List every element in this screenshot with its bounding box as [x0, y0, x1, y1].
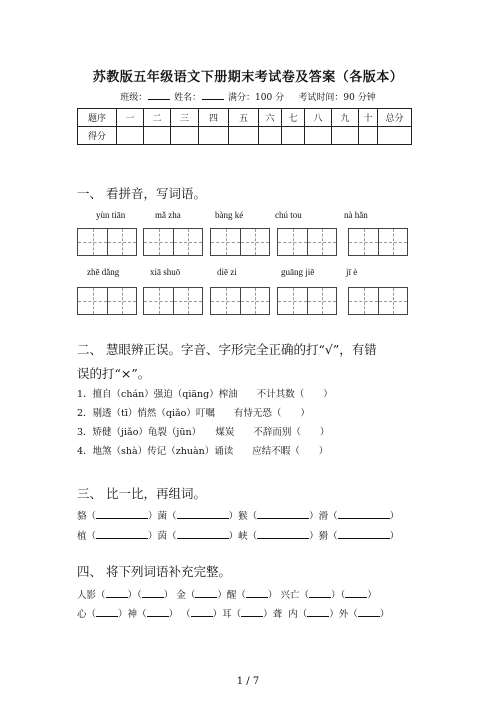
full-score: 满分：100 分 — [228, 93, 285, 103]
pinyin-label: xiā shuō — [150, 267, 181, 277]
score-cell[interactable] — [117, 127, 144, 145]
answer-blank[interactable] — [96, 606, 118, 617]
compare-char: 菌 — [157, 511, 168, 522]
writing-cell[interactable] — [107, 229, 136, 255]
answer-blank[interactable] — [358, 606, 380, 617]
score-cell[interactable] — [332, 127, 359, 145]
pinyin-label: nà hǎn — [344, 210, 368, 220]
score-cell[interactable] — [305, 127, 332, 145]
writing-cell[interactable] — [211, 229, 240, 255]
section2-item: 3．矫健（jiǎo）龟裂（jūn） 煤炭 不辞而别（ ） — [77, 427, 330, 438]
writing-cell[interactable] — [378, 288, 407, 314]
writing-cell[interactable] — [211, 288, 240, 314]
section4-row: 心（ ）神（ ） （ ）耳（ ）聋 内（ ）外（ ） — [77, 606, 389, 620]
writing-grid[interactable] — [348, 228, 408, 256]
compare-char: 貉 — [77, 511, 87, 522]
score-cell[interactable] — [144, 127, 171, 145]
score-cell[interactable] — [378, 127, 412, 145]
writing-grid[interactable] — [143, 228, 203, 256]
answer-blank[interactable] — [307, 606, 329, 617]
section4-heading: 四、 将下列词语补充完整。 — [77, 564, 231, 579]
writing-grid[interactable] — [77, 287, 137, 315]
compare-char: 峡 — [238, 531, 248, 542]
score-header-cell: 八 — [305, 109, 332, 127]
idiom-part: 聋 — [272, 609, 283, 620]
writing-cell[interactable] — [349, 288, 378, 314]
writing-cell[interactable] — [144, 229, 173, 255]
score-row-label: 得分 — [78, 127, 117, 145]
writing-cell[interactable] — [349, 229, 378, 255]
score-header-cell: 三 — [171, 109, 199, 127]
exam-title: 苏教版五年级语文下册期末考试卷及答案（各版本） — [92, 70, 404, 85]
score-table-header-row — [78, 109, 412, 127]
answer-blank[interactable] — [257, 528, 309, 539]
score-table — [77, 108, 412, 145]
section4-row: 人影（ ）（ ） 金（ ）醒（ ） 兴亡（ ）（ ） — [77, 587, 377, 601]
writing-cell[interactable] — [173, 229, 202, 255]
section2-item: 2．剔透（tī）悄然（qiǎo）叮嘱 有恃无恐（ ） — [77, 408, 310, 419]
answer-blank[interactable] — [195, 587, 217, 598]
answer-blank[interactable] — [191, 606, 213, 617]
writing-cell[interactable] — [278, 229, 307, 255]
score-header-cell: 一 — [117, 109, 144, 127]
pinyin-label: guāng jiē — [281, 267, 315, 277]
answer-blank[interactable] — [257, 508, 309, 519]
idiom-part: 心 — [77, 609, 87, 620]
score-header-cell: 题序 — [78, 109, 117, 127]
score-header-cell: 七 — [282, 109, 305, 127]
writing-cell[interactable] — [173, 288, 202, 314]
pinyin-label: yùn tiān — [96, 210, 126, 220]
score-cell[interactable] — [171, 127, 199, 145]
writing-grid[interactable] — [277, 287, 337, 315]
answer-blank[interactable] — [345, 587, 367, 598]
writing-cell[interactable] — [240, 288, 269, 314]
class-label: 班级： — [120, 93, 148, 103]
writing-grid[interactable] — [210, 287, 270, 315]
score-cell[interactable] — [359, 127, 378, 145]
idiom-part: 耳 — [222, 609, 232, 620]
answer-blank[interactable] — [338, 528, 390, 539]
answer-blank[interactable] — [106, 587, 128, 598]
writing-grid[interactable] — [277, 228, 337, 256]
pinyin-label: zhē dǎng — [87, 267, 120, 277]
idiom-part: 金 — [176, 590, 186, 601]
exam-meta — [0, 90, 496, 103]
pinyin-label: jī è — [346, 267, 358, 277]
score-header-cell: 总分 — [378, 109, 412, 127]
pinyin-label: diē zi — [217, 267, 237, 277]
idiom-part: 人影 — [77, 590, 97, 601]
score-cell[interactable] — [259, 127, 282, 145]
section1-heading: 一、 看拼音，写词语。 — [77, 186, 206, 201]
name-blank[interactable] — [202, 90, 224, 100]
writing-cell[interactable] — [307, 229, 336, 255]
writing-cell[interactable] — [78, 288, 107, 314]
score-header-cell: 五 — [229, 109, 259, 127]
section2-item: 4．地煞（shà）传记（zhuàn）诵读 应结不暇（ ） — [77, 446, 329, 457]
exam-time: 考试时间：90 分钟 — [298, 93, 376, 103]
idiom-part: 兴亡 — [280, 590, 300, 601]
writing-grid[interactable] — [348, 287, 408, 315]
class-blank[interactable] — [148, 90, 170, 100]
section2-heading-cont: 误的打“×”。 — [77, 366, 151, 381]
pinyin-label: mǎ zha — [155, 210, 181, 220]
score-header-cell: 二 — [144, 109, 171, 127]
answer-blank[interactable] — [142, 587, 164, 598]
answer-blank[interactable] — [177, 528, 229, 539]
writing-grid[interactable] — [77, 228, 137, 256]
compare-char: 猴 — [238, 511, 248, 522]
section3-heading: 三、 比一比，再组词。 — [77, 486, 206, 501]
answer-blank[interactable] — [246, 587, 268, 598]
score-header-cell: 六 — [259, 109, 282, 127]
section2-item: 1．擅自（chán）强迫（qiāng）榨油 不计其数（ ） — [77, 389, 333, 400]
answer-blank[interactable] — [147, 606, 169, 617]
answer-blank[interactable] — [96, 528, 148, 539]
idiom-part: 神 — [127, 609, 138, 620]
idiom-part: 内 — [288, 609, 298, 620]
score-cell[interactable] — [229, 127, 259, 145]
section3-row: 貉（ ）菌（ ）猴（ ）滑（ ） — [77, 508, 399, 522]
writing-cell[interactable] — [307, 288, 336, 314]
writing-cell[interactable] — [278, 288, 307, 314]
compare-char: 滑 — [318, 511, 329, 522]
score-cell[interactable] — [199, 127, 229, 145]
score-cell[interactable] — [282, 127, 305, 145]
name-label: 姓名： — [174, 93, 202, 103]
writing-grid[interactable] — [210, 228, 270, 256]
section3-row: 植（ ）茵（ ）峡（ ）猾（ ） — [77, 528, 399, 542]
writing-cell[interactable] — [78, 229, 107, 255]
score-header-cell: 十 — [359, 109, 378, 127]
writing-cell[interactable] — [378, 229, 407, 255]
score-header-cell: 九 — [332, 109, 359, 127]
writing-cell[interactable] — [240, 229, 269, 255]
pinyin-label: bàng ké — [215, 210, 244, 220]
answer-blank[interactable] — [177, 508, 229, 519]
score-header-cell: 四 — [199, 109, 229, 127]
writing-cell[interactable] — [107, 288, 136, 314]
score-table-score-row — [78, 127, 412, 145]
answer-blank[interactable] — [241, 606, 263, 617]
pinyin-label: chú tou — [275, 210, 302, 220]
idiom-part: 外 — [338, 609, 349, 620]
answer-blank[interactable] — [96, 508, 148, 519]
idiom-part: 醒 — [226, 590, 237, 601]
compare-char: 植 — [77, 531, 87, 542]
compare-char: 猾 — [318, 531, 329, 542]
section2-heading: 二、 慧眼辨正误。字音、字形完全正确的打“√”，有错 — [77, 342, 377, 357]
writing-cell[interactable] — [144, 288, 173, 314]
compare-char: 茵 — [157, 531, 168, 542]
page-number: 1 / 7 — [236, 676, 260, 687]
answer-blank[interactable] — [338, 508, 390, 519]
writing-grid[interactable] — [143, 287, 203, 315]
answer-blank[interactable] — [309, 587, 331, 598]
